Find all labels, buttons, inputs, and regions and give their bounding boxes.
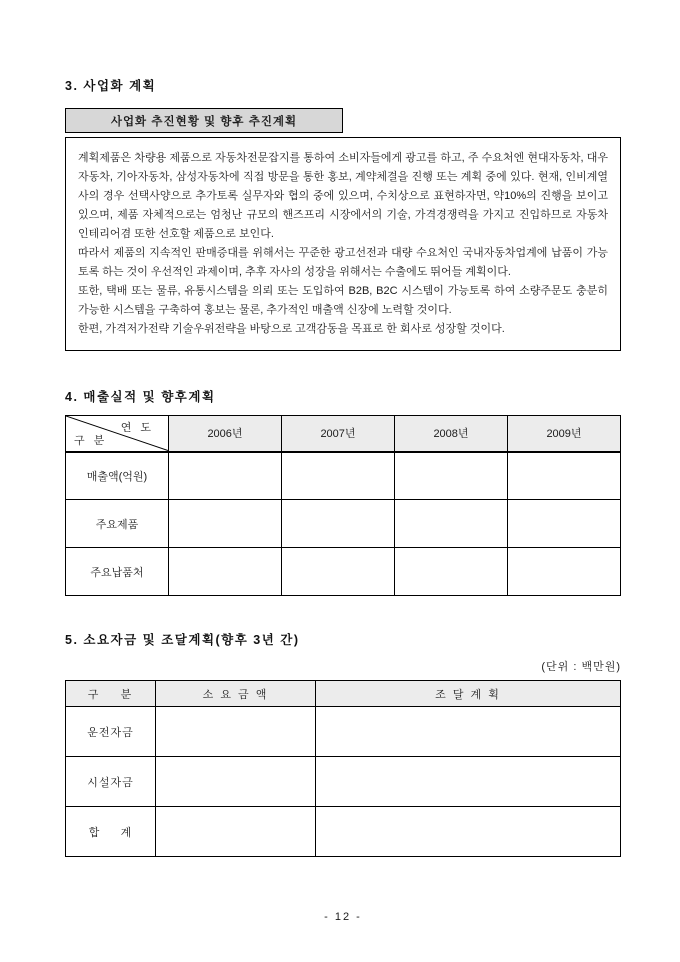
- section-3-title: 3. 사업화 계획: [65, 79, 157, 93]
- empty-cell: [169, 548, 282, 596]
- empty-cell: [156, 807, 316, 857]
- empty-cell: [508, 500, 621, 548]
- empty-cell: [508, 452, 621, 500]
- row-label-cell: 운전자금: [66, 707, 156, 757]
- business-plan-box: [65, 137, 621, 351]
- diagonal-header-cell: [66, 416, 169, 452]
- corner-label-category: 구 분: [74, 434, 108, 447]
- row-label-cell: 합 계: [66, 807, 156, 857]
- plan-paragraph: 따라서 제품의 지속적인 판매증대를 위해서는 꾸준한 광고선전과 대량 수요처인 국내자동차업계에 납품이 가능토록 하는 것이 우선적인 과제이며, 추후 자사의 성장을 위해서는 수출에도 뛰어들 계획이다.: [78, 247, 608, 278]
- row-label-cell: 시설자금: [66, 757, 156, 807]
- plan-box-header: [65, 108, 343, 133]
- table-row: [66, 807, 621, 857]
- empty-cell: [169, 500, 282, 548]
- sales-plan-table: [65, 415, 621, 596]
- plan-box-header-label: 사업화 추진현황 및 향후 추진계획: [110, 115, 298, 128]
- year-header-cell: 2008년: [395, 416, 508, 452]
- row-label-cell: 주요납품처: [66, 548, 169, 596]
- unit-note: (단위 : 백만원): [541, 661, 621, 673]
- empty-cell: [316, 807, 621, 857]
- table-row: [66, 500, 621, 548]
- empty-cell: [316, 707, 621, 757]
- section-4-title: 4. 매출실적 및 향후계획: [65, 390, 216, 404]
- empty-cell: [316, 757, 621, 807]
- empty-cell: [156, 707, 316, 757]
- page-content: [65, 0, 621, 923]
- table-header-row: [66, 416, 621, 452]
- category-header-cell: 구 분: [66, 681, 156, 707]
- empty-cell: [395, 500, 508, 548]
- funding-plan-header-cell: 조 달 계 획: [316, 681, 621, 707]
- table-row: [66, 548, 621, 596]
- plan-paragraph: 계획제품은 차량용 제품으로 자동차전문잡지를 통하여 소비자들에게 광고를 하고, 주 수요처엔 현대자동차, 대우자동차, 기아자동차, 삼성자동차에 직접 방문을 통한 홍보, 계약체결을 진행 또는 계획 중에 있다. 현재, 인비계열사의 경우 선택사양으로 추가토록 실무자와 협의 중에 있으며, 수치상으로 표현하자면, 약10%의 진행을 보이고 있으며, 제품 자체적으로는 엄청난 규모의 핸즈프리 시장에서의 기술, 가격경쟁력을 가지고 진입하므로 자동차 인테리어겸 또한 선호할 제품으로 보인다.: [78, 152, 608, 240]
- page-number: - 12 -: [324, 911, 362, 923]
- empty-cell: [508, 548, 621, 596]
- funding-plan-table: [65, 680, 621, 857]
- empty-cell: [282, 548, 395, 596]
- empty-cell: [395, 548, 508, 596]
- required-amount-header-cell: 소 요 금 액: [156, 681, 316, 707]
- year-header-cell: 2006년: [169, 416, 282, 452]
- empty-cell: [282, 452, 395, 500]
- table-row: [66, 452, 621, 500]
- table-row: [66, 707, 621, 757]
- section-5-title: 5. 소요자금 및 조달계획(향후 3년 간): [65, 633, 300, 647]
- table-row: [66, 757, 621, 807]
- corner-label-year: 연 도: [120, 422, 154, 434]
- plan-paragraph: 또한, 택배 또는 물류, 유통시스템을 의뢰 또는 도입하여 B2B, B2C 시스템이 가능토록 하여 소량주문도 충분히 가능한 시스템을 구축하여 홍보는 물론, 추가적인 매출액 신장에 노력할 것이다.: [78, 285, 608, 316]
- plan-paragraph: 한편, 가격저가전략 기술우위전략을 바탕으로 고객감동을 목표로 한 회사로 성장할 것이다.: [78, 323, 505, 335]
- row-label-cell: 매출액(억원): [66, 452, 169, 500]
- empty-cell: [169, 452, 282, 500]
- empty-cell: [156, 757, 316, 807]
- empty-cell: [395, 452, 508, 500]
- row-label-cell: 주요제품: [66, 500, 169, 548]
- table-header-row: [66, 681, 621, 707]
- empty-cell: [282, 500, 395, 548]
- year-header-cell: 2009년: [508, 416, 621, 452]
- year-header-cell: 2007년: [282, 416, 395, 452]
